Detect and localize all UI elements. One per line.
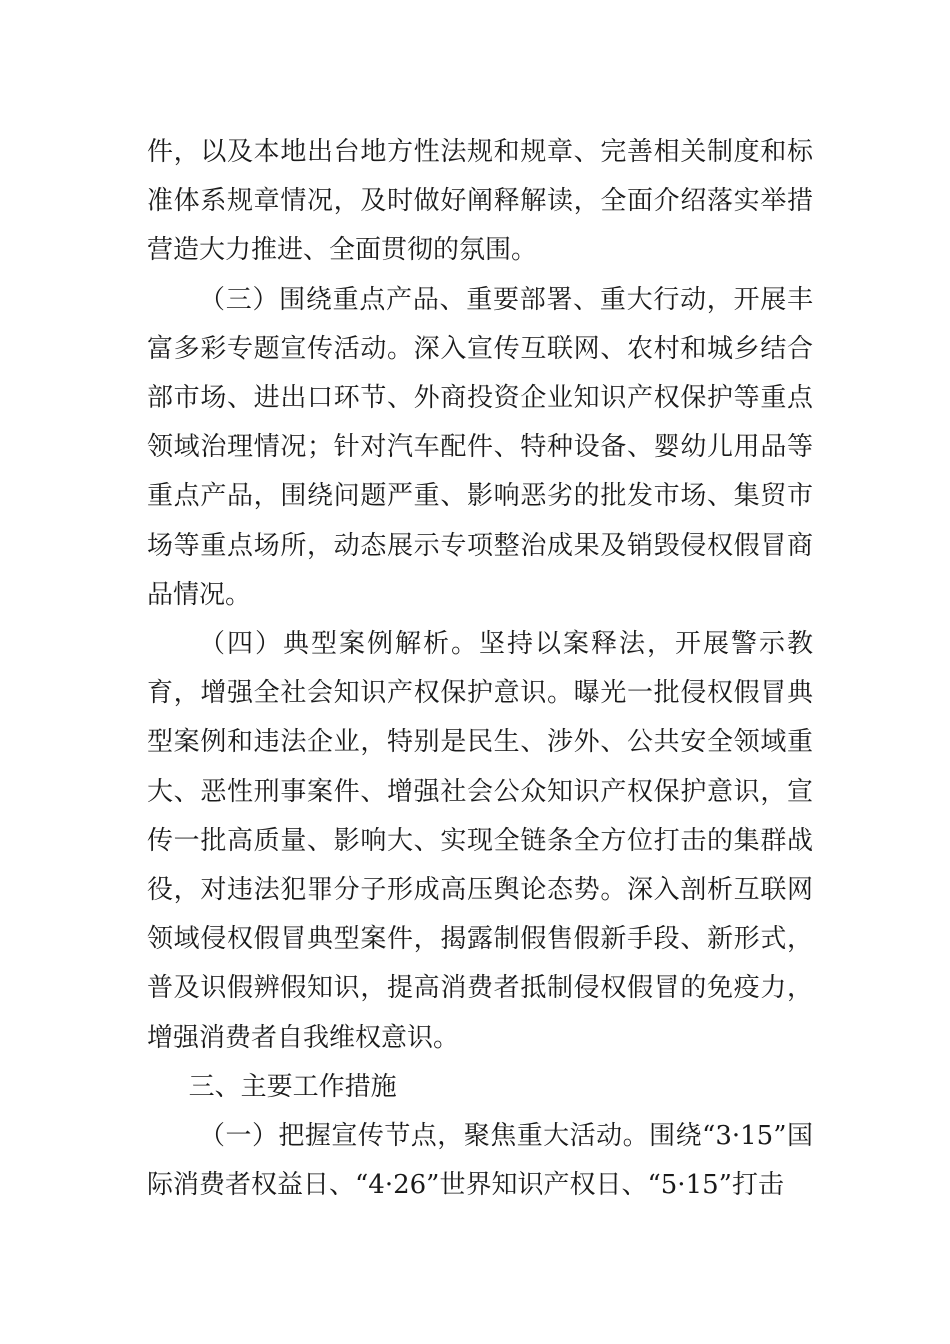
paragraph-measure-1: （一）把握宣传节点，聚焦重大活动。围绕“3·15”国际消费者权益日、“4·26”世界知识产权日、“5·15”打击 <box>147 1121 813 1201</box>
paragraph-section-3: （三）围绕重点产品、重要部署、重大行动，开展丰富多彩专题宣传活动。深入宣传互联网、农村和城乡结合部市场、进出口环节、外商投资企业知识产权保护等重点领域治理情况；针对汽车配件、特种设备、婴幼儿用品等重点产品，围绕问题严重、影响恶劣的批发市场、集贸市场等重点场所，动态展示专项整治成果及销毁侵权假冒商品情况。 <box>147 284 813 610</box>
document-body <box>147 128 813 1210</box>
paragraph-continued: 件，以及本地出台地方性法规和规章、完善相关制度和标准体系规章情况，及时做好阐释解读，全面介绍落实举措营造大力推进、全面贯彻的氛围。 <box>147 137 813 266</box>
section-heading: 三、主要工作措施 <box>188 1071 397 1102</box>
paragraph-section-4: （四）典型案例解析。坚持以案释法，开展警示教育，增强全社会知识产权保护意识。曝光一批侵权假冒典型案例和违法企业，特别是民生、涉外、公共安全领域重大、恶性刑事案件、增强社会公众知识产权保护意识，宣传一批高质量、影响大、实现全链条全方位打击的集群战役，对违法犯罪分子形成高压舆论态势。深入剖析互联网领域侵权假冒典型案件，揭露制假售假新手段、新形式，普及识假辨假知识，提高消费者抵制侵权假冒的免疫力，增强消费者自我维权意识。 <box>147 629 813 1053</box>
